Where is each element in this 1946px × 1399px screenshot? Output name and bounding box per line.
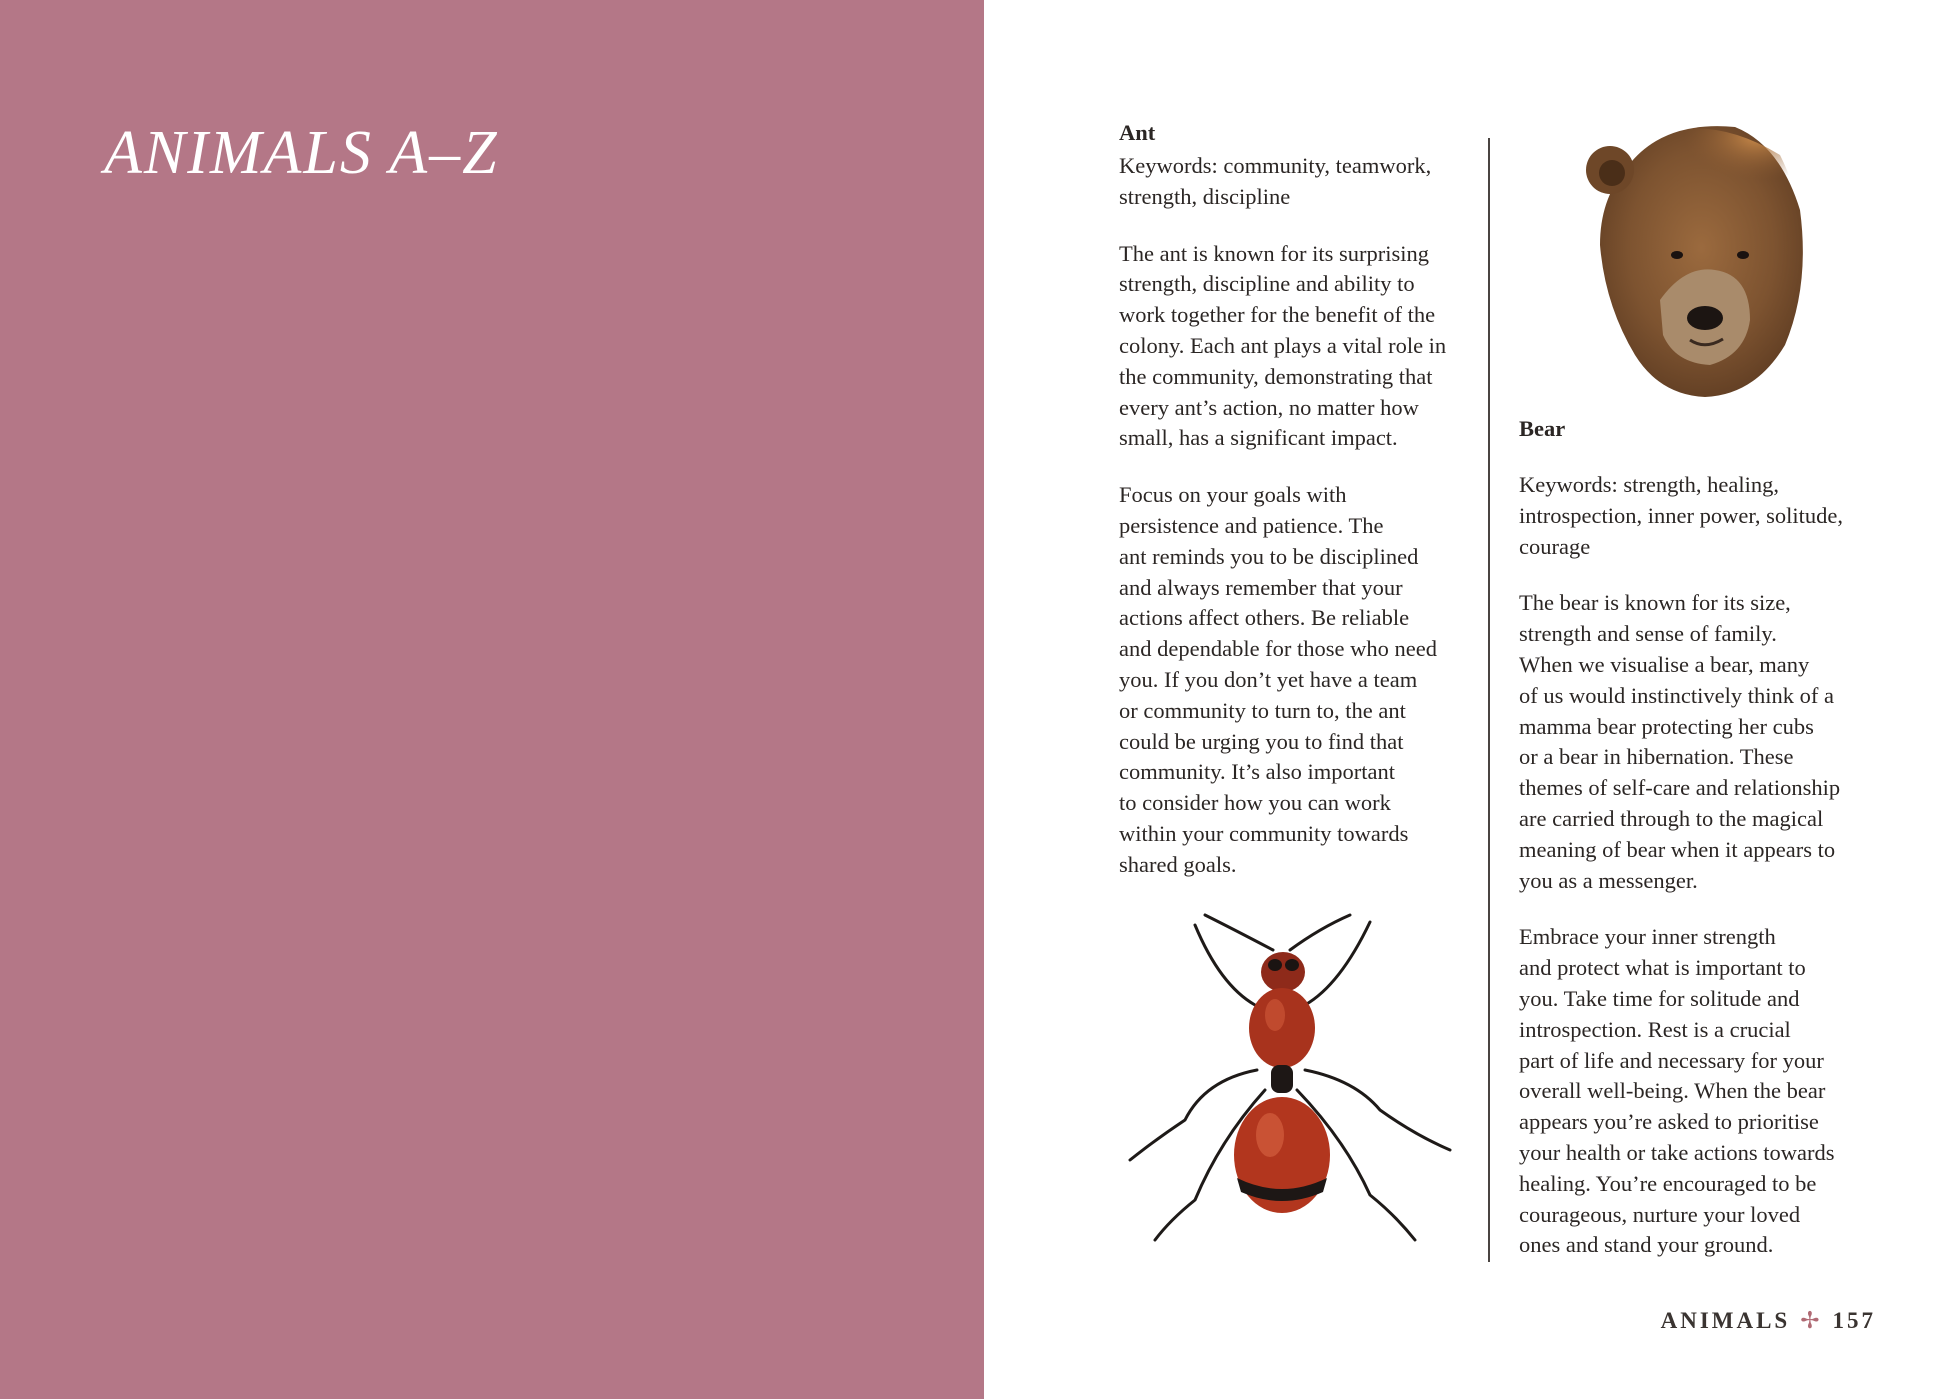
- page-number: 157: [1832, 1308, 1876, 1333]
- ant-paragraph-2: Focus on your goals with persistence and patience. The ant reminds you to be disciplined and always remember that your actions affect others. Be reliable and dependable for those who need you. If you don’t yet have a team or community to turn to, the ant could be urging you to find that community. It’s also important to consider how you can work within your community towards shared goals.: [1119, 482, 1438, 877]
- bear-entry: [1519, 414, 1889, 1287]
- bear-head: [1586, 126, 1803, 397]
- ant-paragraph-1: The ant is known for its surprising strength, discipline and ability to work together for the benefit of the colony. Each ant plays a vital role in the community, demonstrating that every ant’s action, no matter how small, has a significant impact.: [1119, 240, 1447, 451]
- ant-entry: [1119, 118, 1464, 907]
- bear-illustration: [1565, 115, 1815, 405]
- section-title: ANIMALS A–Z: [104, 119, 499, 187]
- page-footer: [1661, 1308, 1876, 1334]
- bear-keywords: Keywords: strength, healing, introspection, inner power, solitude, courage: [1519, 472, 1844, 559]
- footer-section-label: ANIMALS: [1660, 1308, 1791, 1333]
- ant-keywords: Keywords: community, teamwork, strength, discipline: [1119, 153, 1432, 209]
- ant-heading: Ant: [1119, 120, 1156, 145]
- ant-illustration: [1125, 910, 1460, 1255]
- ornament-icon: ✢: [1800, 1308, 1823, 1333]
- bear-paragraph-1: The bear is known for its size, strength and sense of family. When we visualise a bear, many of us would instinctively think of a mamma bear protecting her cubs or a bear in hibernation. These themes of self-care and relationship are carried through to the magical meaning of bear when it appears to you as a messenger.: [1519, 590, 1841, 893]
- bear-paragraph-2: Embrace your inner strength and protect what is important to you. Take time for solitude and introspection. Rest is a crucial part of life and necessary for your overall well-being. When the bear appears you’re asked to prioritise your health or take actions towards healing. You’re encouraged to be courageous, nurture your loved ones and stand your ground.: [1519, 924, 1835, 1258]
- column-divider: [1488, 138, 1490, 1262]
- ant-body: [1234, 952, 1330, 1213]
- bear-heading: Bear: [1519, 416, 1566, 441]
